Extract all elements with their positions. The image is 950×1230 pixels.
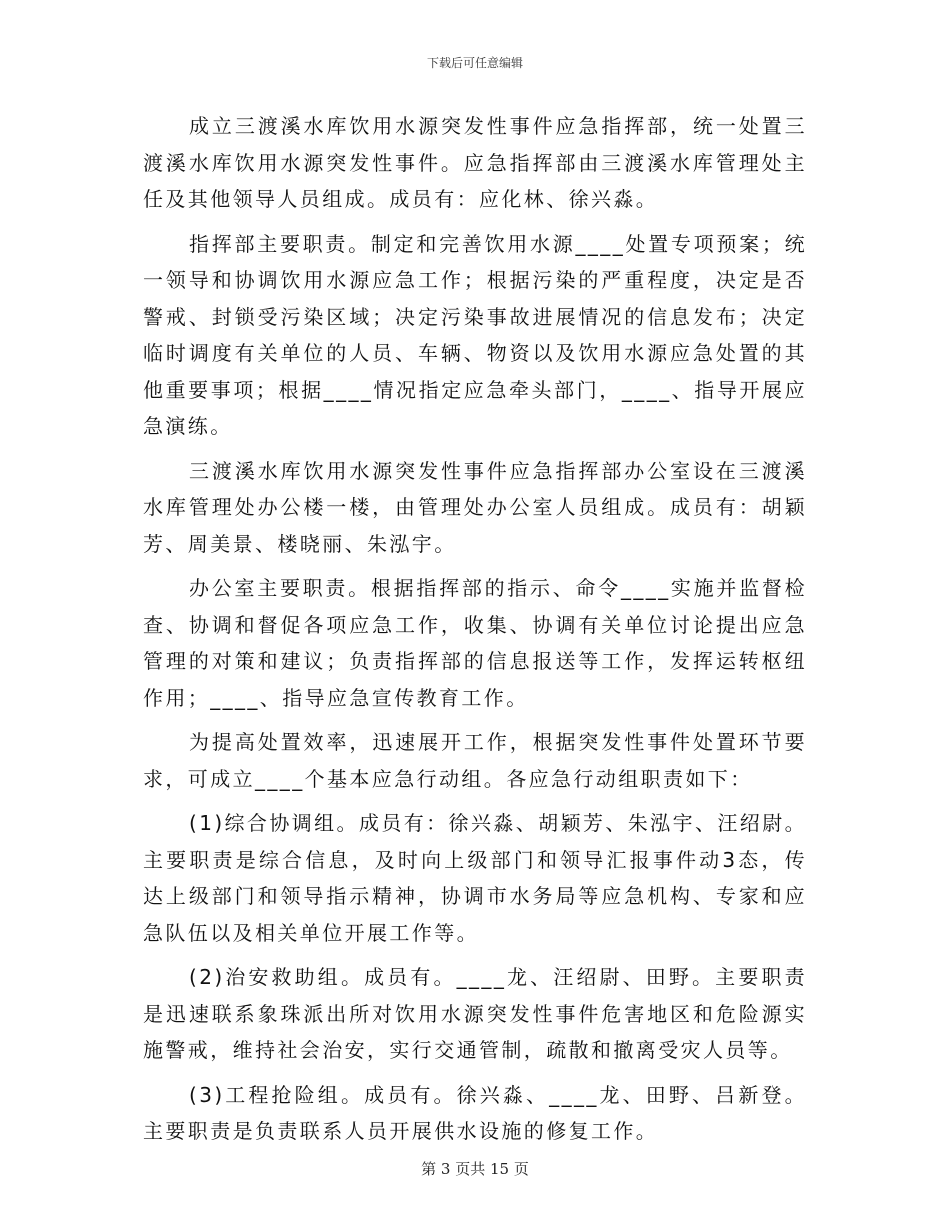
paragraph-security-rescue-group: (2)治安救助组。成员有。____龙、汪绍尉、田野。主要职责是迅速联系象珠派出所对饮用水源突发性事件危害地区和危险源实施警戒，维持社会治安，实行交通管制，疏散和撤离受灾人员等。	[143, 965, 807, 1062]
paragraph-office-location: 三渡溪水库饮用水源突发性事件应急指挥部办公室设在三渡溪水库管理处办公楼一楼，由管理处办公室人员组成。成员有：胡颖芳、周美景、楼晓丽、朱泓宇。	[143, 458, 807, 556]
paragraph-coordination-group: (1)综合协调组。成员有：徐兴淼、胡颖芳、朱泓宇、汪绍尉。主要职责是综合信息，及时向上级部门和领导汇报事件动3态，传达上级部门和领导指示精神，协调市水务局等应急机构、专家和应急队伍以及相关单位开展工作等。	[143, 811, 807, 945]
paragraph-command-duties: 指挥部主要职责。制定和完善饮用水源____处置专项预案；统一领导和协调饮用水源应急工作；根据污染的严重程度，决定是否警戒、封锁受污染区域；决定污染事故进展情况的信息发布；决定临时调度有关单位的人员、车辆、物资以及饮用水源应急处置的其他重要事项；根据____情况指定应急牵头部门，____、指导开展应急演练。	[143, 231, 807, 438]
document-body	[143, 108, 807, 1158]
paragraph-office-duties: 办公室主要职责。根据指挥部的指示、命令____实施并监督检查、协调和督促各项应急工作，收集、协调有关单位讨论提出应急管理的对策和建议；负责指挥部的信息报送等工作，发挥运转枢纽作用；____、指导应急宣传教育工作。	[143, 576, 807, 710]
paragraph-command-center: 成立三渡溪水库饮用水源突发性事件应急指挥部，统一处置三渡溪水库饮用水源突发性事件。应急指挥部由三渡溪水库管理处主任及其他领导人员组成。成员有：应化林、徐兴淼。	[143, 114, 807, 211]
page-header: 下载后可任意编辑	[426, 56, 523, 70]
paragraph-action-groups-intro: 为提高处置效率，迅速展开工作，根据突发性事件处置环节要求，可成立____个基本应急行动组。各应急行动组职责如下：	[143, 730, 807, 791]
paragraph-engineering-repair-group: (3)工程抢险组。成员有。徐兴淼、____龙、田野、吕新登。主要职责是负责联系人员开展供水设施的修复工作。	[143, 1082, 807, 1143]
page-number: 第 3 页共 15 页	[421, 1160, 529, 1178]
